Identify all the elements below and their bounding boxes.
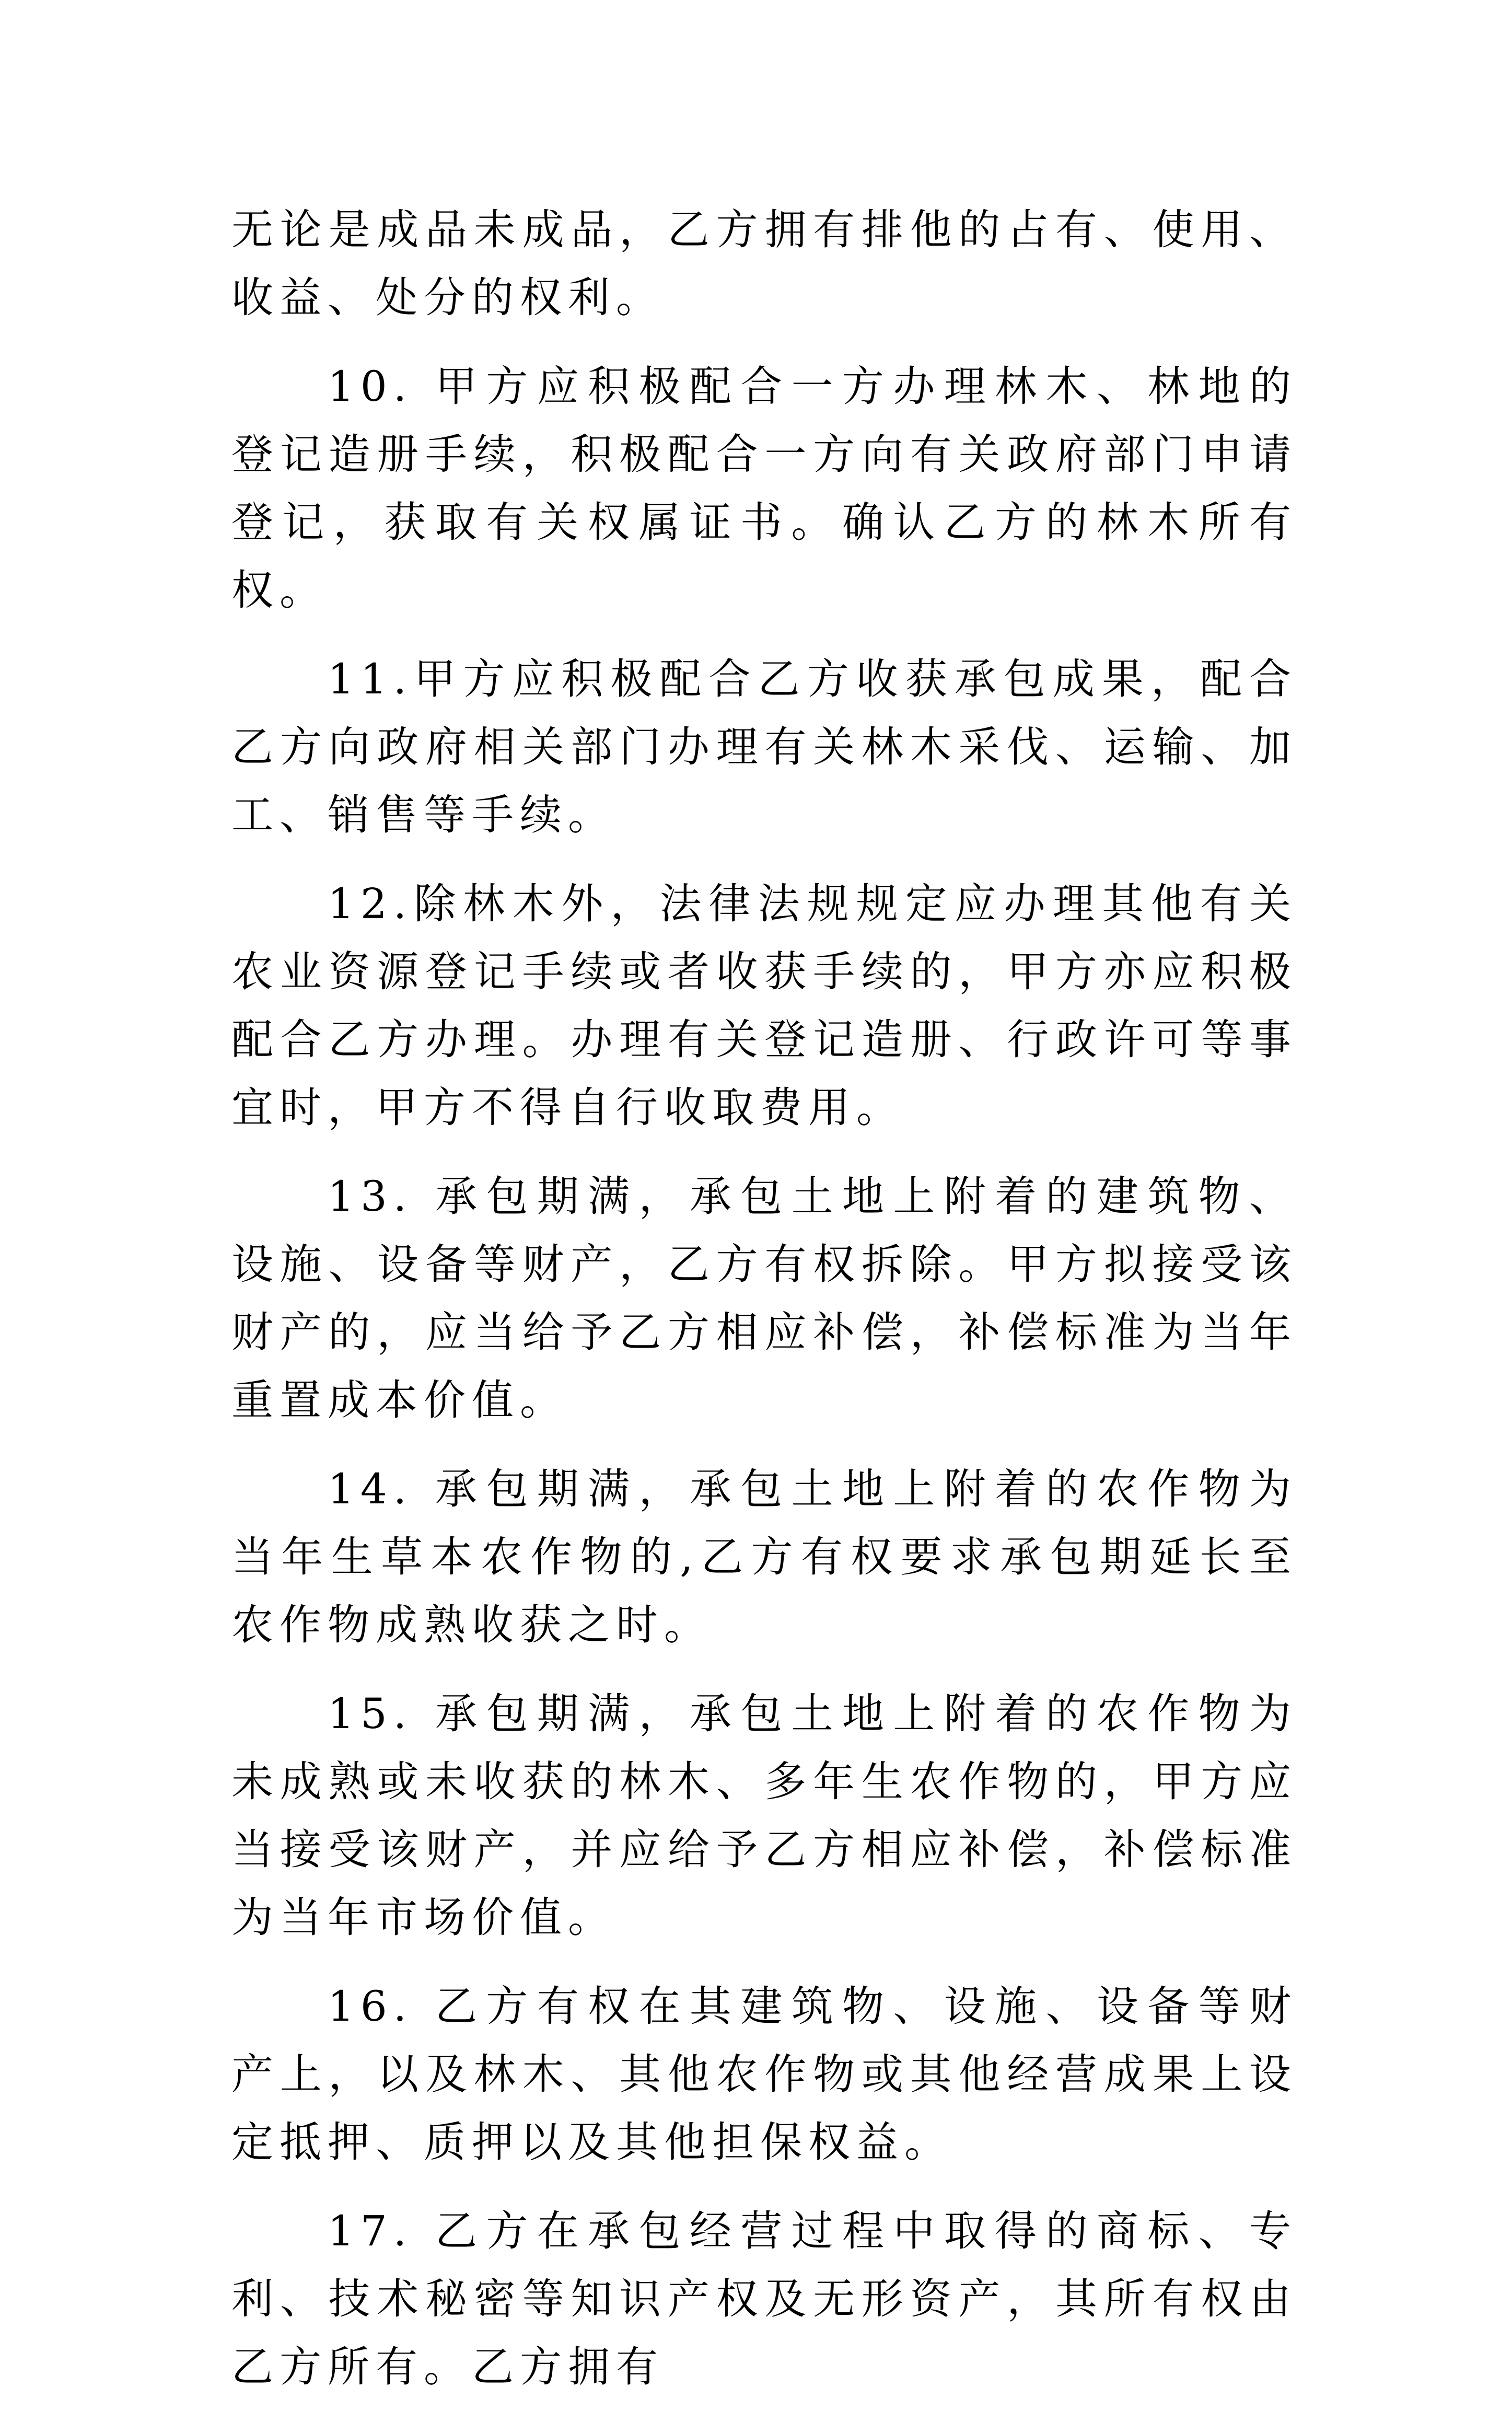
paragraph-clause-10: 10. 甲方应积极配合一方办理林木、林地的登记造册手续，积极配合一方向有关政府部门申请登记，获取有关权属证书。确认乙方的林木所有权。 [231,362,1297,615]
paragraph-clause-16: 16. 乙方有权在其建筑物、设施、设备等财产上，以及林木、其他农作物或其他经营成果上设定抵押、质押以及其他担保权益。 [231,1982,1297,2166]
paragraph-clause-12: 12.除林木外，法律法规规定应办理其他有关农业资源登记手续或者收获手续的，甲方亦应积极配合乙方办理。办理有关登记造册、行政许可等事宜时，甲方不得自行收取费用。 [231,879,1297,1132]
document-body [231,196,1297,2422]
paragraph-continuation: 无论是成品未成品，乙方拥有排他的占有、使用、收益、处分的权利。 [231,205,1297,322]
paragraph-clause-15: 15. 承包期满，承包土地上附着的农作物为未成熟或未收获的林木、多年生农作物的，甲方应当接受该财产，并应给予乙方相应补偿，补偿标准为当年市场价值。 [231,1689,1297,1942]
paragraph-clause-13: 13. 承包期满，承包土地上附着的建筑物、设施、设备等财产，乙方有权拆除。甲方拟接受该财产的，应当给予乙方相应补偿，补偿标准为当年重置成本价值。 [231,1172,1297,1424]
paragraph-clause-17: 17. 乙方在承包经营过程中取得的商标、专利、技术秘密等知识产权及无形资产，其所有权由乙方所有。乙方拥有 [231,2207,1297,2391]
paragraph-clause-14: 14. 承包期满，承包土地上附着的农作物为当年生草本农作物的,乙方有权要求承包期延长至农作物成熟收获之时。 [231,1465,1297,1649]
paragraph-clause-11: 11.甲方应积极配合乙方收获承包成果，配合乙方向政府相关部门办理有关林木采伐、运输、加工、销售等手续。 [231,655,1297,839]
